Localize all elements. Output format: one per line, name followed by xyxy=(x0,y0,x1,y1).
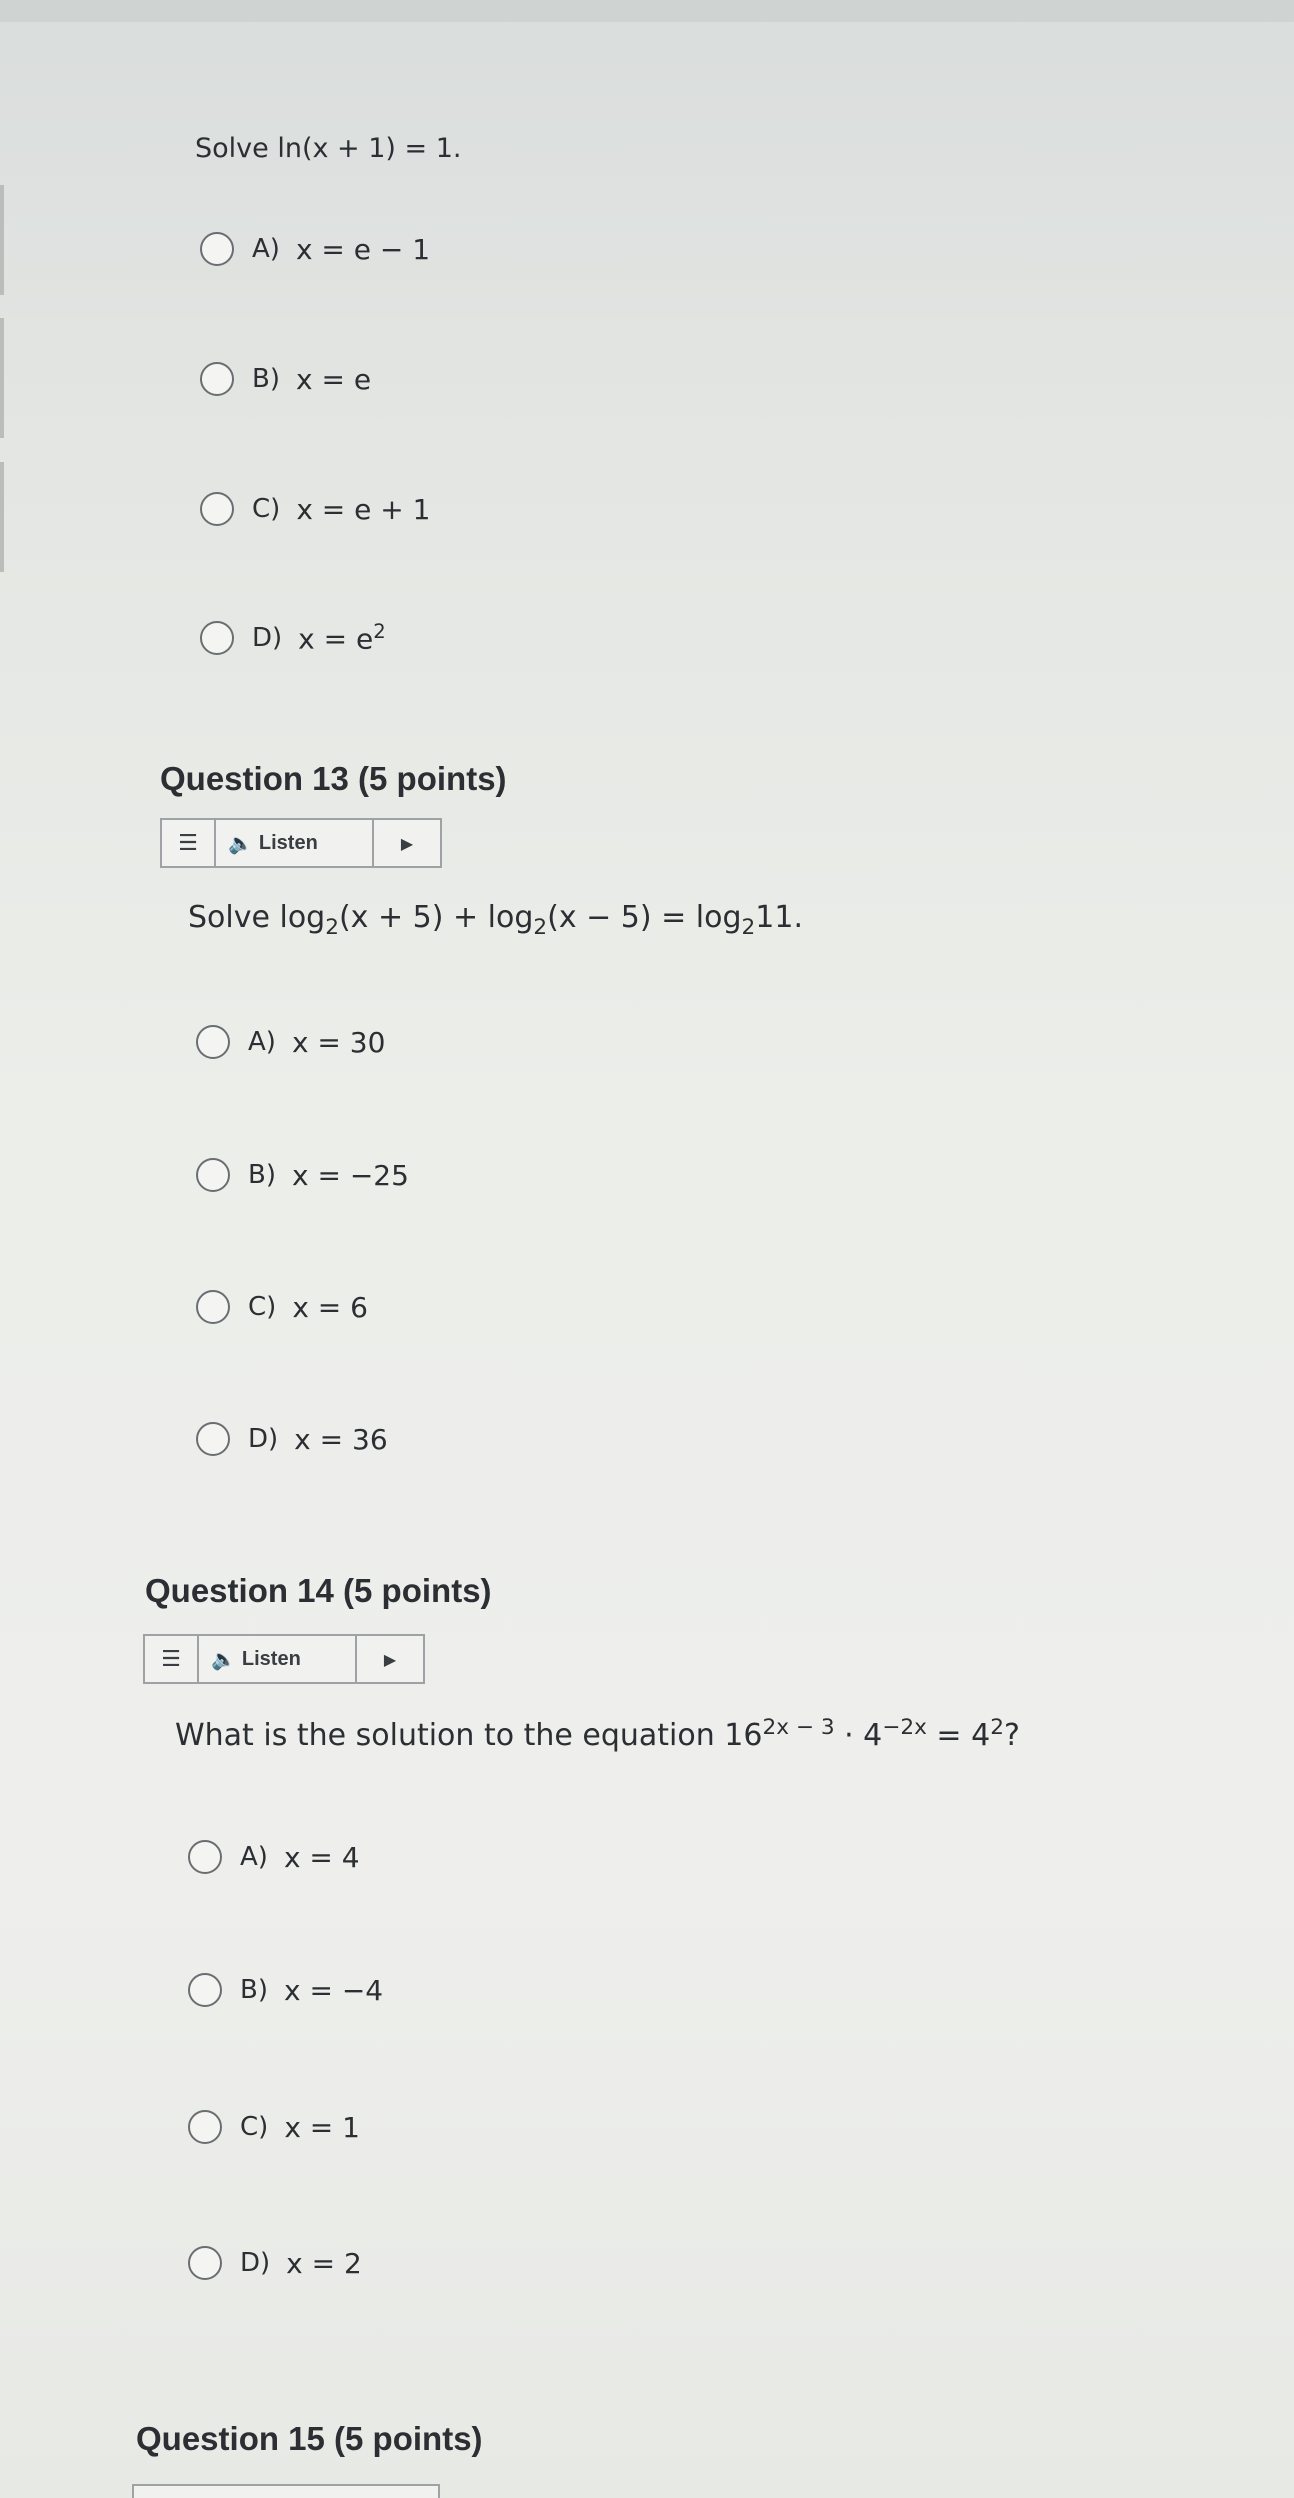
option-letter: C) xyxy=(248,1292,277,1322)
listen-button[interactable] xyxy=(216,820,374,866)
q13-option-b[interactable] xyxy=(196,1158,409,1192)
radio-button-icon[interactable] xyxy=(200,362,234,396)
option-text: x = 6 xyxy=(292,1290,368,1324)
option-text: x = −25 xyxy=(291,1158,409,1192)
left-edge-mark xyxy=(0,318,4,438)
radio-button-icon[interactable] xyxy=(196,1422,230,1456)
option-text: x = e + 1 xyxy=(296,492,431,526)
option-letter: A) xyxy=(252,234,280,264)
q14-title: Question 14 (5 points) xyxy=(145,1572,492,1609)
option-text: x = e xyxy=(295,362,372,396)
q12-option-b[interactable] xyxy=(200,362,371,396)
option-letter: C) xyxy=(240,2112,269,2142)
q14-option-a[interactable] xyxy=(188,1840,360,1874)
q14-listen-bar[interactable] xyxy=(143,1634,425,1684)
q14-option-b[interactable] xyxy=(188,1973,383,2007)
q14-option-d[interactable] xyxy=(188,2246,362,2280)
speaker-icon: 🔈 xyxy=(211,1648,236,1671)
q13-option-d[interactable] xyxy=(196,1422,388,1456)
option-text: x = −4 xyxy=(283,1973,384,2007)
listen-label: Listen xyxy=(241,1647,301,1670)
q13-listen-bar[interactable] xyxy=(160,818,442,868)
radio-button-icon[interactable] xyxy=(200,232,234,266)
option-text: x = 36 xyxy=(294,1422,388,1456)
option-text: x = e − 1 xyxy=(295,232,431,266)
play-triangle-icon[interactable]: ▶ xyxy=(400,833,414,853)
radio-button-icon[interactable] xyxy=(196,1290,230,1324)
radio-button-icon[interactable] xyxy=(188,1840,222,1874)
option-letter: C) xyxy=(252,494,281,524)
q13-prompt: Solve $\log_2(x + 5) + \log_2(x - 5) = \log_211$. xyxy=(188,900,803,940)
option-text: x = 1 xyxy=(284,2110,360,2144)
option-letter: A) xyxy=(248,1027,276,1057)
speaker-icon: 🔈 xyxy=(228,832,253,855)
q12-option-c[interactable] xyxy=(200,492,430,526)
option-letter: B) xyxy=(248,1160,276,1190)
top-strip xyxy=(0,0,1294,22)
listen-label: Listen xyxy=(258,831,318,854)
q15-title: Question 15 (5 points) xyxy=(136,2420,483,2457)
radio-button-icon[interactable] xyxy=(200,492,234,526)
play-triangle-icon[interactable]: ▶ xyxy=(383,1649,397,1669)
option-text: x = 4 xyxy=(283,1840,360,1874)
option-letter: B) xyxy=(240,1975,268,2005)
listen-button[interactable] xyxy=(199,1636,357,1682)
option-letter: D) xyxy=(248,1424,279,1454)
radio-button-icon[interactable] xyxy=(188,2246,222,2280)
radio-button-icon[interactable] xyxy=(188,2110,222,2144)
q14-option-c[interactable] xyxy=(188,2110,360,2144)
left-edge-mark xyxy=(0,462,4,572)
option-text: $x = e^2$ xyxy=(298,620,386,656)
radio-button-icon[interactable] xyxy=(196,1025,230,1059)
option-text: x = 30 xyxy=(291,1025,386,1059)
option-letter: B) xyxy=(252,364,280,394)
q12-option-a[interactable] xyxy=(200,232,430,266)
menu-lines-icon[interactable]: ☰ xyxy=(145,1636,199,1682)
radio-button-icon[interactable] xyxy=(200,621,234,655)
option-text: x = 2 xyxy=(286,2246,362,2280)
option-letter: D) xyxy=(252,622,283,653)
q12-prompt: Solve ln(x + 1) = 1. xyxy=(195,133,462,164)
q14-prompt: What is the solution to the equation $16^{2x - 3} \cdot 4^{-2x} = 4^2$? xyxy=(175,1715,1020,1753)
radio-button-icon[interactable] xyxy=(196,1158,230,1192)
q12-option-d[interactable] xyxy=(200,620,386,655)
radio-button-icon[interactable] xyxy=(188,1973,222,2007)
q13-option-a[interactable] xyxy=(196,1025,385,1059)
option-letter: A) xyxy=(240,1842,268,1872)
option-letter: D) xyxy=(240,2248,271,2278)
left-edge-mark xyxy=(0,185,4,295)
menu-lines-icon[interactable]: ☰ xyxy=(162,820,216,866)
q13-title: Question 13 (5 points) xyxy=(160,760,507,797)
q13-option-c[interactable] xyxy=(196,1290,368,1324)
q15-listen-bar[interactable] xyxy=(132,2484,440,2498)
